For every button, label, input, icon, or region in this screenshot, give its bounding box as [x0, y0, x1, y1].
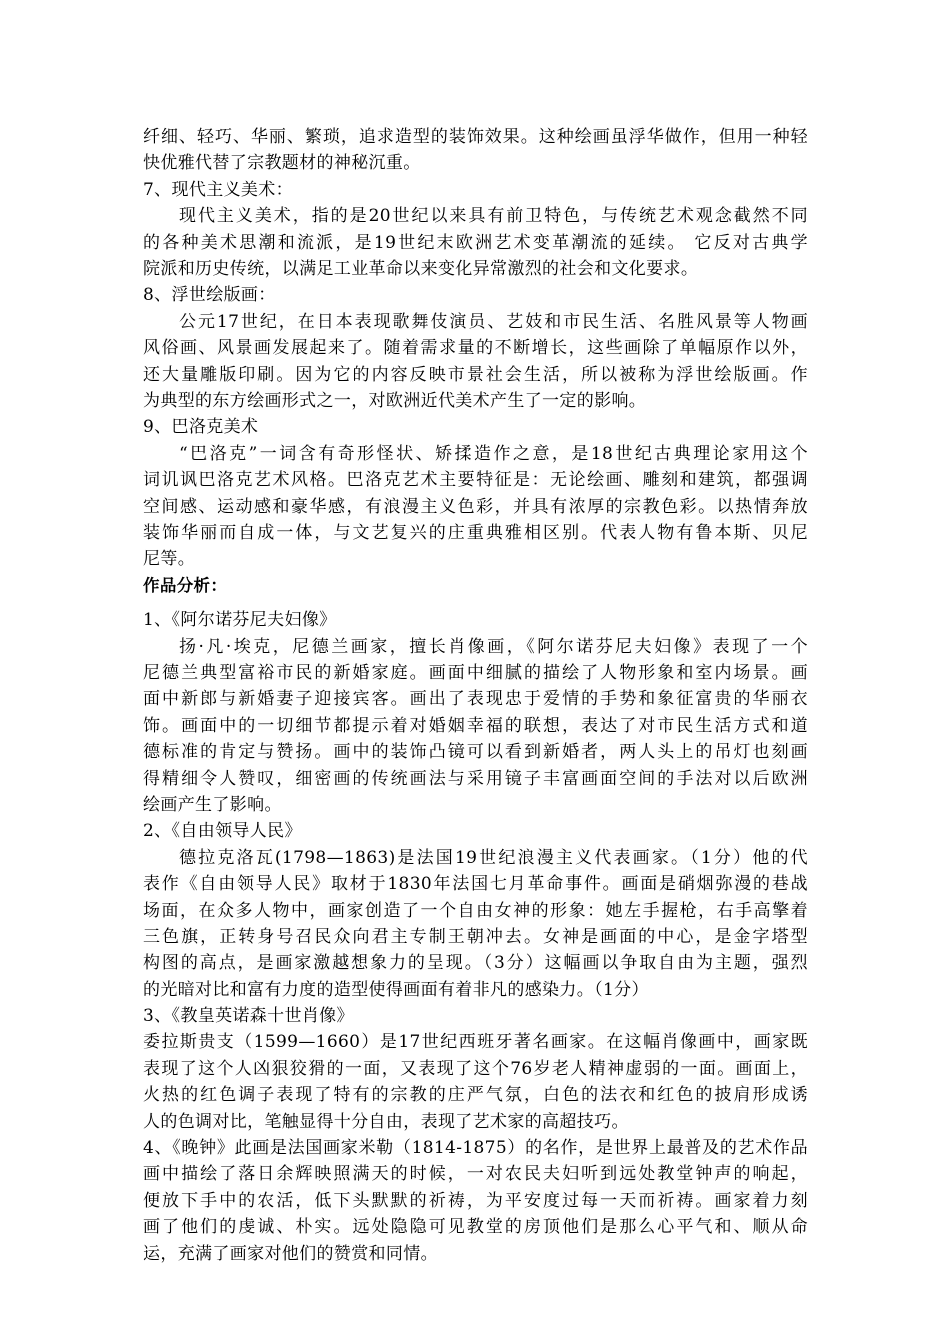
text-line: 8、浮世绘版画：	[143, 285, 276, 306]
text-line: 为典型的东方绘画形式之一，对欧洲近代美术产生了一定的影响。	[143, 390, 647, 411]
text-line: 4、《晚钟》此画是法国画家米勒（1814-1875）的名作，是世界上最普及的艺术作品	[143, 1138, 808, 1159]
text-line: 快优雅代替了宗教题材的神秘沉重。	[143, 153, 421, 174]
text-line: 场面，在众多人物中，画家创造了一个自由女神的形象：她左手握枪，右手高擎着	[143, 900, 808, 921]
text-line: 尼等。	[143, 549, 196, 570]
text-line: 风俗画、风景画发展起来了。随着需求量的不断增长，这些画除了单幅原作以外，	[143, 338, 808, 359]
text-line: 画中描绘了落日余辉映照满天的时候，一对农民夫妇听到远处教堂钟声的响起，	[143, 1164, 808, 1185]
text-line: 现代主义美术，指的是20世纪以来具有前卫特色，与传统艺术观念截然不同	[179, 206, 808, 227]
text-line: 1、《阿尔诺芬尼夫妇像》	[143, 610, 337, 631]
text-line: 火热的红色调子表现了特有的宗教的庄严气氛，白色的法衣和红色的披肩形成诱	[143, 1085, 808, 1106]
text-line: 绘画产生了影响。	[143, 794, 282, 815]
text-line: 得精细令人赞叹，细密画的传统画法与采用镜子丰富画面空间的手法对以后欧洲	[143, 768, 808, 789]
text-line: 纤细、轻巧、华丽、繁琐，追求造型的装饰效果。这种绘画虽浮华做作，但用一种轻	[143, 127, 808, 147]
text-line: 表现了这个人凶狠狡猾的一面，又表现了这个76岁老人精神虚弱的一面。画面上，	[143, 1058, 808, 1079]
text-line: 7、现代主义美术：	[143, 179, 293, 200]
text-line: 的各种美术思潮和流派，是19世纪末欧洲艺术变革潮流的延续。 它反对古典学	[143, 232, 808, 253]
text-line: “巴洛克”一词含有奇形怪状、矫揉造作之意，是18世纪古典理论家用这个	[179, 443, 808, 464]
text-line: 德标准的肯定与赞扬。画中的装饰凸镜可以看到新婚者，两人头上的吊灯也刻画	[143, 742, 808, 763]
text-line: 饰。画面中的一切细节都提示着对婚姻幸福的联想，表达了对市民生活方式和道	[143, 715, 808, 736]
text-line: 公元17世纪，在日本表现歌舞伎演员、艺妓和市民生活、名胜风景等人物画	[179, 311, 808, 332]
text-line: 词讥讽巴洛克艺术风格。巴洛克艺术主要特征是：无论绘画、雕刻和建筑，都强调	[143, 470, 808, 491]
text-line: 3、《教皇英诺森十世肖像》	[143, 1006, 354, 1027]
text-line: 构图的高点，是画家激越想象力的呈现。（3分）这幅画以争取自由为主题，强烈	[143, 953, 808, 974]
text-line: 扬·凡·埃克，尼德兰画家，擅长肖像画，《阿尔诺芬尼夫妇像》表现了一个	[179, 636, 808, 657]
section-heading: 作品分析：	[143, 575, 228, 595]
text-line: 面中新郎与新婚妻子迎接宾客。画出了表现忠于爱情的手势和象征富贵的华丽衣	[143, 689, 808, 710]
text-line: 运，充满了画家对他们的赞赏和同情。	[143, 1243, 438, 1264]
text-line: 院派和历史传统，以满足工业革命以来变化异常激烈的社会和文化要求。	[143, 258, 699, 279]
text-line: 尼德兰典型富裕市民的新婚家庭。画面中细腻的描绘了人物形象和室内场景。画	[143, 662, 808, 683]
text-line: 9、巴洛克美术	[143, 417, 259, 438]
text-line: 2、《自由领导人民》	[143, 821, 302, 842]
text-line: 装饰华丽而自成一体，与文艺复兴的庄重典雅相区别。代表人物有鲁本斯、贝尼	[143, 522, 808, 543]
text-line: 空间感、运动感和豪华感，有浪漫主义色彩，并具有浓厚的宗教色彩。以热情奔放	[143, 496, 808, 517]
text-line: 的光暗对比和富有力度的造型使得画面有着非凡的感染力。（1分）	[143, 979, 649, 1000]
text-line: 表作《自由领导人民》取材于1830年法国七月革命事件。画面是硝烟弥漫的巷战	[143, 874, 808, 895]
text-line: 人的色调对比，笔触显得十分自由，表现了艺术家的高超技巧。	[143, 1111, 629, 1132]
text-line: 委拉斯贵支（1599—1660）是17世纪西班牙著名画家。在这幅肖像画中，画家既	[143, 1032, 808, 1053]
spacer	[143, 599, 808, 607]
text-line: 还大量雕版印刷。因为它的内容反映市景社会生活，所以被称为浮世绘版画。作	[143, 364, 808, 385]
text-line: 三色旗，正转身号召民众向君主专制王朝冲去。女神是画面的中心，是金字塔型	[143, 926, 808, 947]
text-line: 便放下手中的农活，低下头默默的祈祷，为平安度过每一天而祈祷。画家着力刻	[143, 1190, 808, 1211]
text-line: 德拉克洛瓦(1798—1863)是法国19世纪浪漫主义代表画家。（1分）他的代	[179, 847, 808, 868]
text-line: 画了他们的虔诚、朴实。远处隐隐可见教堂的房顶他们是那么心平气和、顺从命	[143, 1217, 808, 1238]
